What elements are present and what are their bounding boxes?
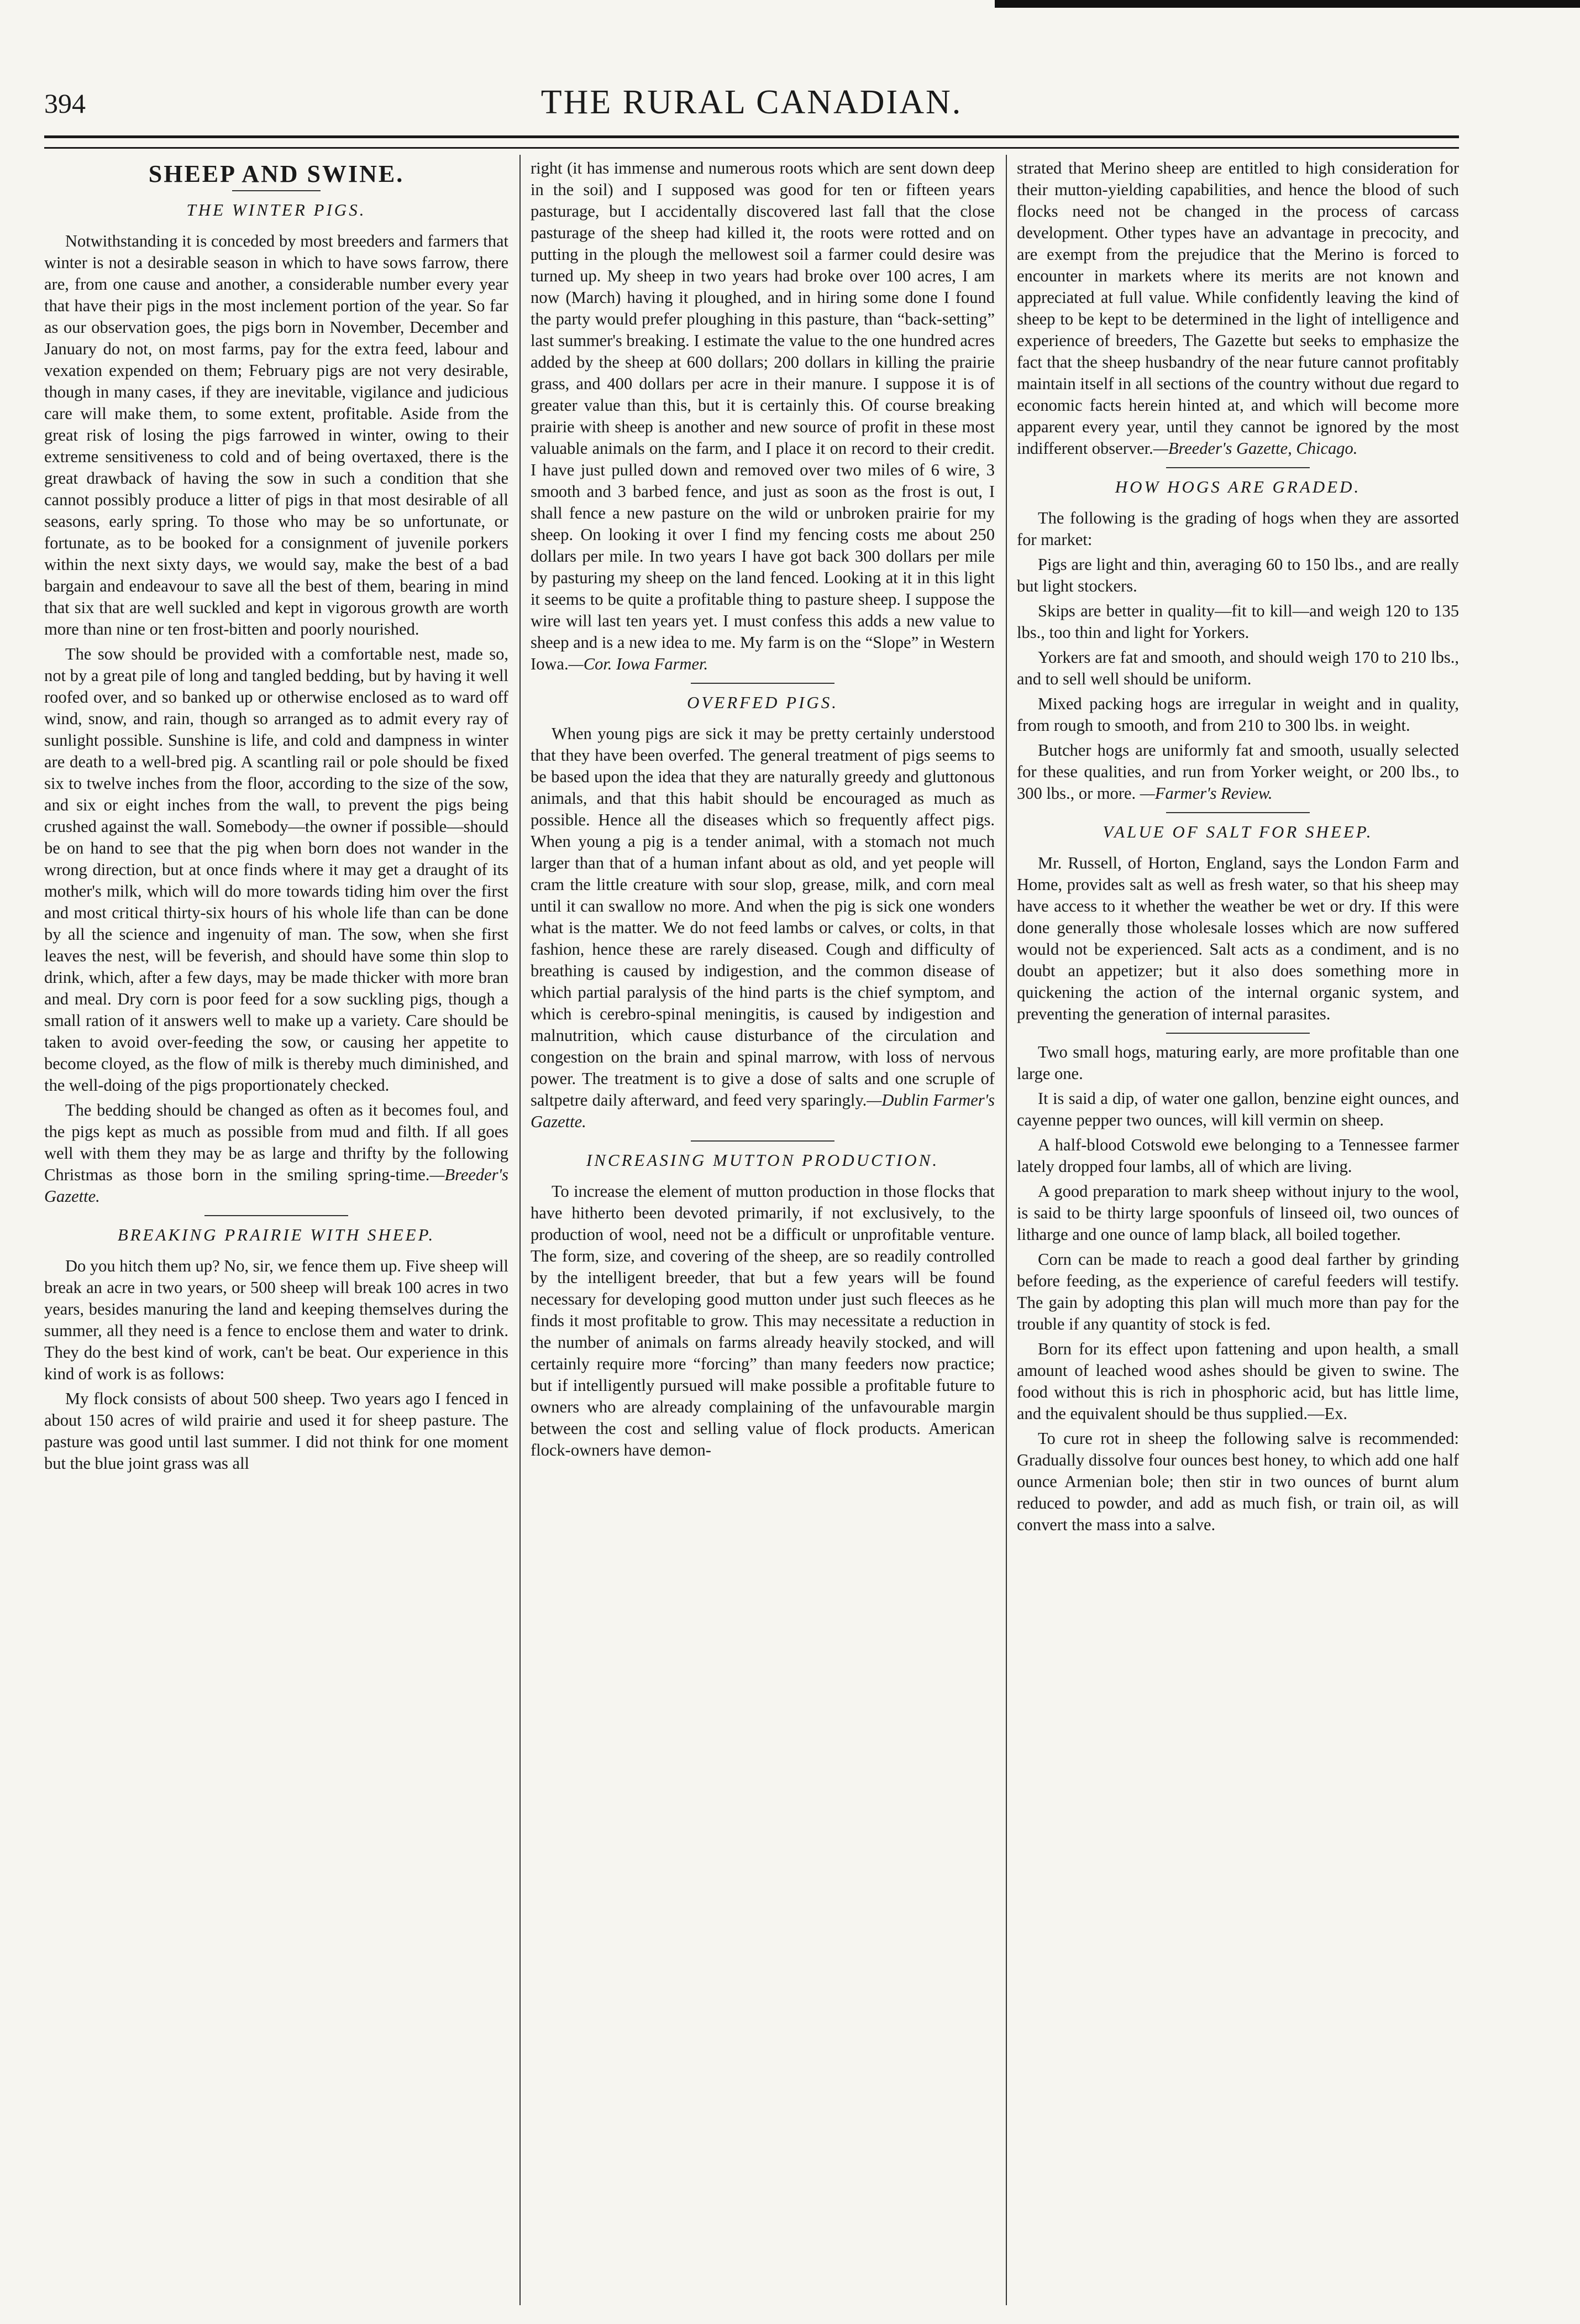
top-edge-bar: [995, 0, 1580, 8]
column-divider: [1006, 155, 1007, 2305]
column-3: [1017, 158, 1459, 2302]
paragraph: The sow should be provided with a comfortable nest, made so, not by a great pile of long and tangled bedding, but by having it well roofed over, and so banked up or otherwise enclosed as to ward off wind, snow, and rain, though so arranged as to admit every ray of sunlight possible. Sunshine is life, and cold and dampness in winter are death to a well-bred pig. A scantling rail or pole should be fixed six to twelve inches from the floor, according to the size of the sow, and six or eight inches from the wall, to prevent the pigs being crushed against the wall. Somebody—the owner if possible—should be on hand to see that the pig when born does not wander in the wrong direction, but at once finds where it may get a draught of its mother's milk, which will do more towards tiding him over the first and most critical thirty-six hours of his whole life than can be done by all the science and ingenuity of man. The sow, when she first leaves the nest, will be feverish, and should have some thin slop to drink, which, after a few days, may be made thicker with more bran and meal. Dry corn is poor feed for a sow suckling pigs, though a small ration of it answers well to make up a variety. Care should be taken to avoid over-feeding the sow, or causing her appetite to become cloyed, as the flow of milk is thereby much diminished, and the well-doing of the pigs proportionately checked.: [44, 645, 508, 1095]
note-paragraph: Born for its effect upon fattening and upon health, a small amount of leached wood ashes should be given to swine. The food without this is rich in phosphoric acid, but has little lime, and the equivalent should be thus supplied.—Ex.: [1017, 1339, 1459, 1423]
paragraph: Notwithstanding it is conceded by most breeders and farmers that winter is not a desirable season in which to have sows farrow, there are, from one cause and another, a considerable number every year that have their pigs in the most inclement portion of the year. So far as our observation goes, the pigs born in November, December and January do not, on most farms, pay for the extra feed, labour and vexation expended on them; February pigs are not very desirable, though in many cases, if they are inevitable, vigilance and judicious care will make them, to some extent, profitable. Aside from the great risk of losing the pigs farrowed in winter, owing to their extreme sensitiveness to cold and of being overtaxed, there is the great drawback of having the sow in such a condition that she cannot possibly produce a litter of pigs in that most desirable of all seasons, early spring. To those who may be so unfortunate, or fortunate, as to be booked for a consignment of juvenile porkers within the next sixty days, we would say, make the best of a bad bargain and endeavour to save all the best of them, bearing in mind that six that are well suckled and kept in vigorous growth are worth more than nine or ten frost-bitten and poorly nourished.: [44, 232, 508, 638]
source-credit: —Cor. Iowa Farmer.: [568, 655, 708, 673]
divider: [1166, 1033, 1310, 1034]
paragraph: To increase the element of mutton production in those flocks that have hitherto been devoted primarily, if not exclusively, to the production of wool, need not be a difficult or unprofitable venture. The form, size, and covering of the sheep, are so readily controlled by the intelligent breeder, that but a few years will be found necessary for developing good mutton under just such fleeces as he finds it most profitable to grow. This may necessitate a reduction in the number of animals on farms already heavily stocked, and will certainly require more “forcing” than many feeders now practice; but if intelligently pursued will make possible a profitable future to owners who are already complaining of the unfavourable margin between the cost and selling value of flock products. American flock-owners have demon-: [531, 1182, 995, 1459]
header-rule: [44, 135, 1459, 149]
source-credit: —Breeder's Gazette, Chicago.: [1153, 439, 1358, 458]
page-header: [44, 83, 1459, 133]
paragraph: Pigs are light and thin, averaging 60 to 150 lbs., and are really but light stockers.: [1017, 555, 1459, 595]
paragraph-text: Butcher hogs are uniformly fat and smooth, usually selected for these qualities, and run from Yorker weight, or 200 lbs., to 300 lbs., or more.: [1017, 741, 1459, 803]
divider: [1166, 812, 1310, 813]
note-paragraph: To cure rot in sheep the following salve is recommended: Gradually dissolve four ounces best honey, to which add one half ounce Armenian bole; then stir in two ounces of burnt alum reduced to powder, and add as much fish, or train oil, as will convert the mass into a salve.: [1017, 1429, 1459, 1534]
paragraph: My flock consists of about 500 sheep. Two years ago I fenced in about 150 acres of wild prairie and used it for sheep pasture. The pasture was good until last summer. I did not think for one moment but the blue joint grass was all: [44, 1389, 508, 1473]
article-title: INCREASING MUTTON PRODUCTION.: [586, 1150, 939, 1170]
article-title: HOW HOGS ARE GRADED.: [1115, 477, 1361, 496]
paragraph: Skips are better in quality—fit to kill—and weigh 120 to 135 lbs., too thin and light for Yorkers.: [1017, 601, 1459, 642]
paragraph: [531, 158, 995, 675]
paragraph: [1017, 740, 1459, 804]
paragraph-text: right (it has immense and numerous roots which are sent down deep in the soil) and I supposed was good for ten or fifteen years pasturage, but I accidentally discovered last fall that the close pasturage of the sheep had killed it, the roots were rotted and on putting in the plough the mellowest soil a farmer could desire was turned up. My sheep in two years had broke over 100 acres, I am now (March) having it ploughed, and in hiring some done I found the party would prefer ploughing in this pasture, than “back-setting” last summer's breaking. I estimate the value to the one hundred acres added by the sheep at 600 dollars; 200 dollars in killing the prairie grass, and 400 dollars per acre in their manure. I suppose it is of greater value than this, but it is certainly this. Of course breaking prairie with sheep is another and new source of profit in these most valuable animals on the farm, and I place it on record to their credit. I have just pulled down and removed over two miles of 6 wire, 3 smooth and 3 barbed fence, and just as soon as the frost is out, I shall fence a new pasture on the wild or unbroken prairie for my sheep. On looking it over I find my fencing costs me about 250 dollars per mile. In two years I have got back 300 dollars per mile by pasturing my sheep on the land fenced. Looking at it in this light it seems to be quite a profitable thing to pasture sheep. I suppose the wire will last ten years yet. I must confess this adds a new value to sheep and is a new idea to me. My farm is on the “Slope” in Western Iowa.: [531, 159, 995, 673]
note-paragraph: A half-blood Cotswold ewe belonging to a Tennessee farmer lately dropped four lambs, all of which are living.: [1017, 1135, 1459, 1176]
paragraph: [44, 1100, 508, 1207]
paragraph: [531, 723, 995, 1133]
article-title: VALUE OF SALT FOR SHEEP.: [1103, 822, 1373, 841]
article-title: OVERFED PIGS.: [686, 693, 839, 712]
paragraph: Mixed packing hogs are irregular in weight and in quality, from rough to smooth, and from 210 to 300 lbs. in weight.: [1017, 694, 1459, 735]
divider: [691, 1140, 834, 1142]
article-title: THE WINTER PIGS.: [186, 200, 366, 219]
department-heading: SHEEP AND SWINE.: [148, 160, 405, 187]
paragraph-text: The bedding should be changed as often as it becomes foul, and the pigs kept as much as possible from mud and filth. If all goes well with them they may be as large and thrifty by the following Christmas as those born in the smiling spring-time.: [44, 1101, 508, 1184]
page-number: 394: [44, 88, 86, 119]
divider: [1166, 467, 1310, 468]
article-title: BREAKING PRAIRIE WITH SHEEP.: [117, 1225, 435, 1244]
paragraph: [1017, 158, 1459, 459]
divider: [232, 190, 321, 191]
page-title: THE RURAL CANADIAN.: [540, 83, 963, 121]
note-paragraph: Two small hogs, maturing early, are more profitable than one large one.: [1017, 1043, 1459, 1083]
column-1: [44, 158, 508, 2302]
source-credit: —Breeder's Gazette.: [44, 1165, 508, 1206]
note-paragraph: A good preparation to mark sheep without injury to the wool, is said to be thirty large spoonfuls of linseed oil, two ounces of litharge and one ounce of lamp black, all boiled together.: [1017, 1182, 1459, 1244]
paragraph: Do you hitch them up? No, sir, we fence them up. Five sheep will break an acre in two years, or 500 sheep will break 100 acres in two years, besides manuring the land and keeping themselves during the summer, all they need is a fence to enclose them and water to drink. They do the best kind of work, can't be beat. Our experience in this kind of work is as follows:: [44, 1257, 508, 1383]
divider: [204, 1215, 348, 1216]
paragraph-text: When young pigs are sick it may be pretty certainly understood that they have been overfed. The general treatment of pigs seems to be based upon the idea that they are naturally greedy and gluttonous animals, and that this habit should be encouraged as much as possible. Hence all the diseases which so frequently affect pigs. When young a pig is a tender animal, with a stomach not much larger than that of a human infant about as old, and yet people will cram the little creature with sour slop, grease, milk, and corn meal until it can swallow no more. And when the pig is sick one wonders what is the matter. We do not feed lambs or calves, or colts, in that fashion, hence these are rarely diseased. Cough and difficulty of breathing is caused by indigestion, and the common disease of which partial paralysis of the hind parts is the chief symptom, and which is cerebro-spinal meningitis, is caused by indigestion and malnutrition, which cause disturbance of the circulation and congestion on the brain and spinal marrow, with loss of nervous power. The treatment is to give a dose of salts and one scruple of saltpetre daily afterward, and feed very sparingly.: [531, 724, 995, 1109]
paragraph-text: strated that Merino sheep are entitled to high consideration for their mutton-yielding capabilities, and hence the blood of such flocks need not be changed in the process of carcass development. Other types have an advantage in precocity, and are exempt from the prejudice that the Merino is forced to encounter in markets where its merits are not known and appreciated at full value. While confidently leaving the kind of sheep to be kept to be determined in the light of intelligence and experience of breeders, The Gazette but seeks to emphasize the fact that the sheep husbandry of the near future cannot profitably maintain itself in all sections of the country without due regard to economic facts herein hinted at, and which will become more apparent every year, until they cannot be ignored by the most indifferent observer.: [1017, 159, 1459, 458]
column-2: [531, 158, 995, 2302]
column-divider: [519, 155, 521, 2305]
paragraph: Mr. Russell, of Horton, England, says the London Farm and Home, provides salt as well as fresh water, so that his sheep may have access to it whether the weather be wet or dry. If this were done generally those wholesale losses which are now suffered would not be experienced. Salt acts as a condiment, and is no doubt an appetizer; but it also does something more in quickening the action of the internal organic system, and preventing the generation of internal parasites.: [1017, 854, 1459, 1023]
source-credit: —Farmer's Review.: [1140, 784, 1273, 803]
paragraph: Yorkers are fat and smooth, and should weigh 170 to 210 lbs., and to sell well should be uniform.: [1017, 648, 1459, 688]
note-paragraph: It is said a dip, of water one gallon, benzine eight ounces, and cayenne pepper two ounces, will kill vermin on sheep.: [1017, 1089, 1459, 1129]
paragraph: The following is the grading of hogs when they are assorted for market:: [1017, 509, 1459, 549]
source-credit: —Dublin Farmer's Gazette.: [531, 1091, 995, 1131]
note-paragraph: Corn can be made to reach a good deal farther by grinding before feeding, as the experience of careful feeders will testify. The gain by adopting this plan will much more than pay for the trouble if any quantity of stock is fed.: [1017, 1250, 1459, 1333]
divider: [691, 683, 834, 684]
